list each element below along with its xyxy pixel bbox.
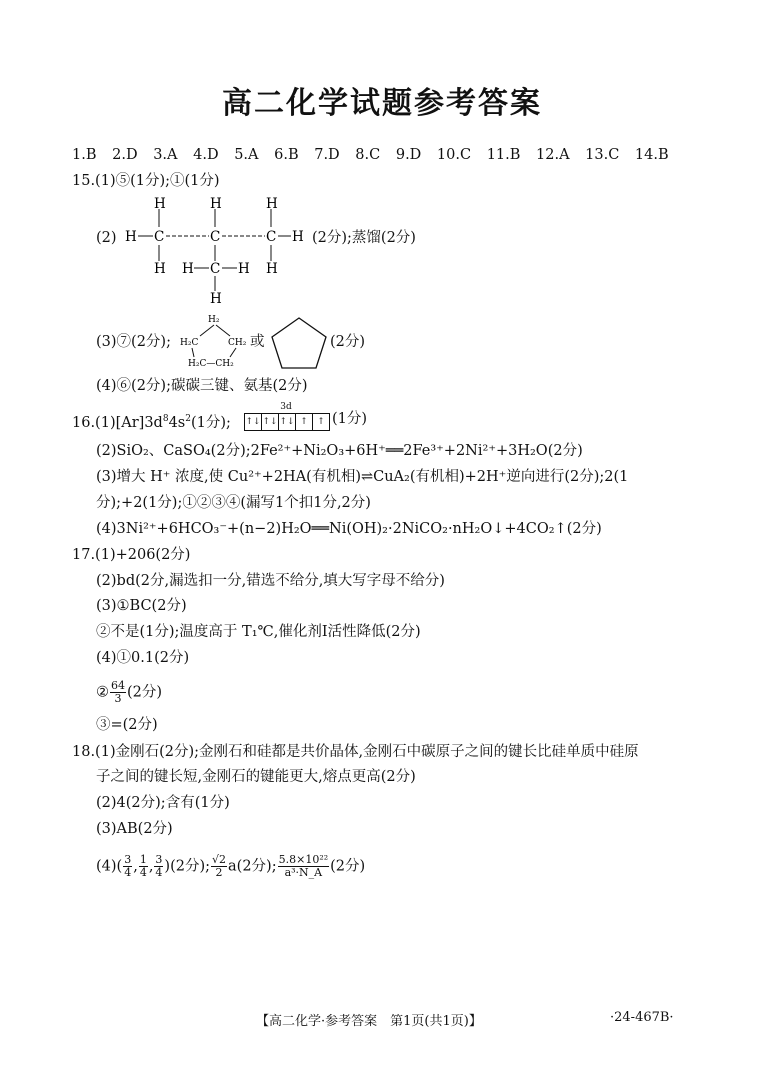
mc-answer: 3.A [153, 147, 178, 163]
q17-line-1: 17.(1)+206(2分) [72, 547, 191, 563]
atom-label: C [266, 229, 277, 245]
q16-part1 [72, 410, 231, 432]
q16-line-4: (4)3Ni²⁺+6HCO₃⁻+(n−2)H₂O══Ni(OH)₂·2NiCO₂·nH₂O↓+4CO₂↑(2分) [96, 521, 602, 537]
mc-answer: 9.D [395, 147, 422, 163]
atom-label: C [210, 229, 221, 245]
isobutane-structure [120, 195, 310, 305]
q18-line-5 [96, 854, 365, 879]
q16-config-head: 16.(1)[Ar]3d [72, 414, 163, 431]
fraction-numerator: 5.8×10²² [278, 853, 329, 866]
orbital-diagram [244, 402, 328, 432]
q15-line-1: 15.(1)⑤(1分);①(1分) [72, 173, 220, 189]
q17-circle-2: ② [96, 684, 109, 701]
q17-line-7: ③=(2分) [96, 717, 158, 733]
ring-atom: H₂C [180, 338, 199, 348]
q15-part3-tail: (2分) [330, 334, 366, 350]
fraction-numerator: 64 [111, 679, 125, 692]
mc-answer: 2.D [112, 147, 138, 163]
fraction-numerator: 1 [139, 853, 147, 866]
atom-label: H [266, 261, 278, 277]
q16-line-2: (2)SiO₂、CaSO₄(2分);2Fe²⁺+Ni₂O₃+6H⁺══2Fe³⁺+2Ni²⁺+3H₂O(2分) [96, 443, 583, 459]
q18-part4-tail: (2分) [330, 858, 366, 875]
q18-part4-label: (4)( [96, 858, 123, 875]
q15-part3-label: (3)⑦(2分); [96, 334, 171, 350]
q17-score: (2分) [127, 684, 163, 701]
mc-answer: 6.B [274, 147, 299, 163]
atom-label: H [210, 196, 222, 212]
ring-atom: H₂ [208, 315, 220, 325]
fraction-numerator: 3 [155, 853, 163, 866]
q16-config-sup: 8 [162, 414, 169, 424]
fraction-denominator: 2 [215, 866, 223, 879]
q18-line-1: 18.(1)金刚石(2分);金刚石和硅都是共价晶体,金刚石中碳原子之间的键长比硅单质中硅原 [72, 744, 639, 760]
q16-line-3b: 分);+2(1分);①②③④(漏写1个扣1分,2分) [96, 495, 371, 511]
orbital-box: ↑↓ [245, 414, 262, 430]
mc-answer: 13.C [585, 147, 620, 163]
ring-atom: CH₂ [228, 338, 247, 348]
q16-line-3a: (3)增大 H⁺ 浓度,使 Cu²⁺+2HA(有机相)⇌CuA₂(有机相)+2H⁺逆向进行(2分);2(1 [96, 469, 629, 485]
comma: , [133, 858, 138, 875]
mc-answer: 14.B [634, 147, 669, 163]
q18-part4-a: a(2分); [228, 858, 277, 875]
fraction [154, 854, 163, 879]
atom-label: H [292, 229, 304, 245]
orbital-box: ↑ [296, 414, 313, 430]
q16-config-sup: 2 [185, 414, 191, 424]
q15-part3-or: 或 [250, 334, 265, 350]
atom-label: H [154, 261, 166, 277]
atom-label: H [210, 291, 222, 305]
atom-label: C [210, 261, 221, 277]
q16-config-mid: 4s [168, 414, 186, 431]
footer-code: ·24-467B· [610, 1010, 674, 1025]
mc-answer: 5.A [234, 147, 259, 163]
page-title: 高二化学试题参考答案 [222, 86, 542, 121]
fraction [123, 854, 132, 879]
mc-answer: 4.D [193, 147, 219, 163]
atom-label: H [266, 196, 278, 212]
fraction-denominator: 4 [155, 866, 163, 879]
mc-answer: 11.B [486, 147, 521, 163]
q17-line-2: (2)bd(2分,漏选扣一分,错选不给分,填大写字母不给分) [96, 573, 445, 589]
orbital-label: 3d [280, 402, 292, 412]
mc-answer-row [72, 146, 680, 164]
mc-answer: 8.C [355, 147, 381, 163]
mc-answer: 1.B [72, 147, 97, 163]
fraction [110, 680, 126, 705]
q18-line-3: (2)4(2分);含有(1分) [96, 795, 230, 811]
mc-answer: 7.D [314, 147, 340, 163]
q15-part2-tail: (2分);蒸馏(2分) [312, 230, 416, 246]
q17-line-5: (4)①0.1(2分) [96, 650, 190, 666]
mc-answer: 12.A [536, 147, 570, 163]
orbital-box: ↑↓ [262, 414, 279, 430]
bond [192, 348, 194, 357]
atom-label: H [182, 261, 194, 277]
atom-label: H [125, 229, 137, 245]
q18-line-4: (3)AB(2分) [96, 821, 173, 837]
atom-label: H [238, 261, 250, 277]
footer-page-info: 【高二化学·参考答案 第1页(共1页)】 [256, 1014, 482, 1029]
orbital-box: ↑ [317, 417, 325, 427]
bond [200, 325, 214, 336]
fraction-numerator: √2 [212, 853, 227, 866]
q15-part2-label: (2) [96, 230, 117, 246]
fraction [278, 854, 330, 879]
q17-line-3: (3)①BC(2分) [96, 598, 187, 614]
fraction-denominator: 4 [124, 866, 132, 879]
atom-label: H [154, 196, 166, 212]
fraction-numerator: 3 [124, 853, 132, 866]
q16-config-score: (1分); [190, 414, 231, 431]
q17-line-6 [96, 680, 162, 705]
fraction [139, 854, 148, 879]
q18-part4-mid: )(2分); [164, 858, 211, 875]
ring-atom: H₂C—CH₂ [188, 359, 234, 369]
fraction-denominator: 4 [139, 866, 147, 879]
mc-answer: 10.C [436, 147, 472, 163]
q18-line-2: 子之间的键长短,金刚石的键能更大,熔点更高(2分) [96, 769, 416, 785]
bond [230, 348, 236, 357]
bond [216, 325, 230, 336]
fraction-denominator: 3 [114, 692, 122, 705]
cyclopentane-structural [178, 310, 256, 372]
q15-line-4: (4)⑥(2分);碳碳三键、氨基(2分) [96, 378, 308, 394]
q17-line-4: ②不是(1分);温度高于 T₁℃,催化剂Ⅰ活性降低(2分) [96, 624, 421, 640]
fraction-denominator: a³·N_A [284, 866, 323, 879]
q16-part1-tail: (1分) [332, 411, 368, 427]
orbital-box: ↑↓ [279, 414, 296, 430]
fraction [211, 854, 227, 879]
cyclopentane-pentagon-icon [268, 314, 330, 372]
atom-label: C [154, 229, 165, 245]
comma: , [148, 858, 154, 875]
